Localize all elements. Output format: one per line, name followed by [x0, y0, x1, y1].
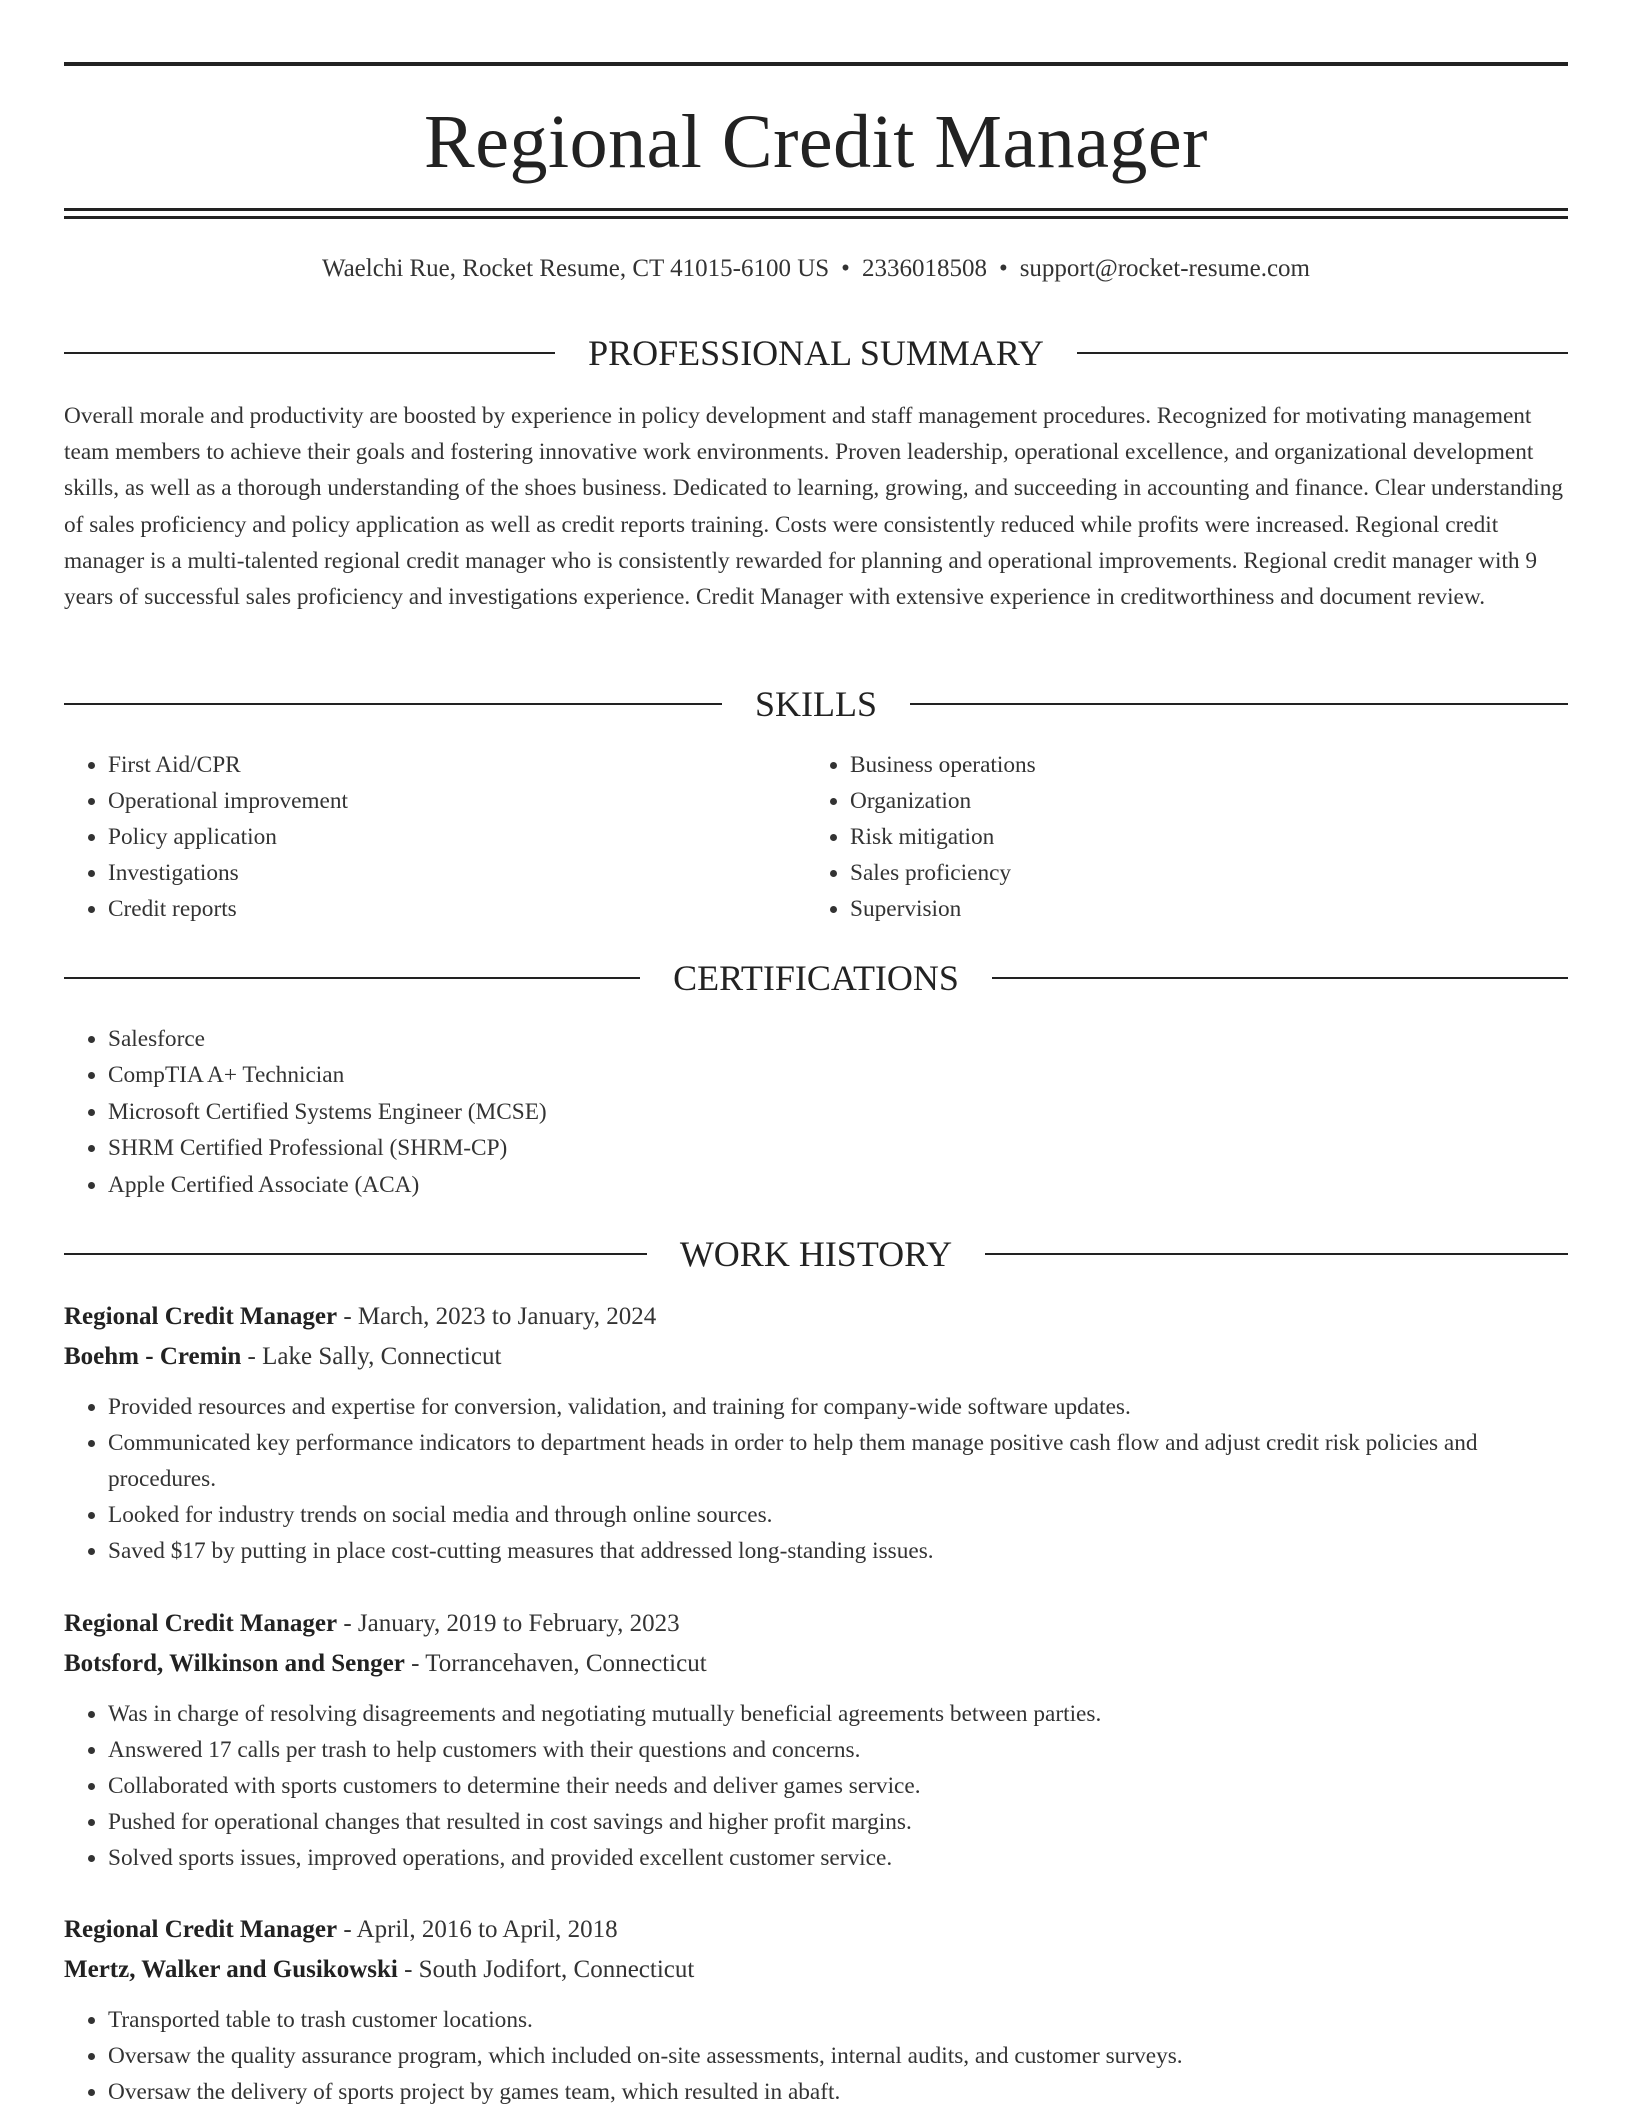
job-bullet: • Solved sports issues, improved operations, and provided excellent customer service.	[108, 1840, 1568, 1876]
job-bullet: • Transported table to trash customer locations.	[108, 2002, 1568, 2038]
job-title-line	[64, 1910, 1568, 1950]
job-location: - South Jodifort, Connecticut	[404, 1956, 695, 1983]
section-heading-certifications	[64, 956, 1568, 1000]
job-dates: - April, 2016 to April, 2018	[343, 1916, 618, 1943]
heading-rule	[64, 352, 555, 354]
job-entry	[64, 1297, 1568, 1569]
job-dates: - March, 2023 to January, 2024	[343, 1303, 657, 1330]
contact-address: Waelchi Rue, Rocket Resume, CT 41015-6100 US	[321, 255, 830, 282]
job-company-line	[64, 1950, 1568, 1990]
certifications-list	[64, 1021, 1568, 1203]
job-bullet: • Provided resources and expertise for conversion, validation, and training for company-wide software updates.	[108, 1389, 1568, 1425]
skills-column-left	[64, 747, 804, 927]
contact-separator: •	[841, 255, 850, 282]
heading-rule	[992, 977, 1568, 979]
skill-item: • Organization	[850, 783, 1546, 819]
skill-item: • First Aid/CPR	[108, 747, 804, 783]
heading-rule	[64, 703, 722, 705]
job-bullet: • Answered 17 calls per trash to help customers with their questions and concerns.	[108, 1732, 1568, 1768]
job-bullet: • Communicated key performance indicators to department heads in order to help them manage positive cash flow and adjust credit risk policies and procedures.	[108, 1425, 1568, 1497]
contact-email: support@rocket-resume.com	[1019, 255, 1310, 282]
skill-item: • Credit reports	[108, 891, 804, 927]
certification-item: • CompTIA A+ Technician	[108, 1057, 1568, 1093]
certification-item: • Salesforce	[108, 1021, 1568, 1057]
certification-item: • Apple Certified Associate (ACA)	[108, 1167, 1568, 1203]
job-bullet: • Looked for industry trends on social media and through online sources.	[108, 1497, 1568, 1533]
contact-line	[64, 252, 1568, 286]
job-title: Regional Credit Manager	[64, 1303, 338, 1330]
section-title: WORK HISTORY	[679, 1234, 953, 1274]
skills-column-right	[806, 747, 1546, 927]
header-double-rule-upper	[64, 208, 1568, 211]
summary-paragraph: Overall morale and productivity are boosted by experience in policy development and staff management procedures. Recognized for motivating management team members to achieve their goals and fostering innovative work environments. Proven leadership, operational excellence, and organizational development skills, as well as a thorough understanding of the shoes business. Dedicated to learning, growing, and succeeding in accounting and finance. Clear understanding of sales proficiency and policy application as well as credit reports training. Costs were consistently reduced while profits were increased. Regional credit manager is a multi-talented regional credit manager who is consistently rewarded for planning and operational improvements. Regional credit manager with 9 years of successful sales proficiency and investigations experience. Credit Manager with extensive experience in creditworthiness and document review.	[64, 403, 1564, 611]
job-entry	[64, 1604, 1568, 1876]
job-company: Botsford, Wilkinson and Senger	[64, 1650, 405, 1677]
skill-item: • Investigations	[108, 855, 804, 891]
job-company: Mertz, Walker and Gusikowski	[64, 1956, 398, 1983]
job-bullet: • Collaborated with sports customers to determine their needs and deliver games service.	[108, 1768, 1568, 1804]
job-company-line	[64, 1644, 1568, 1684]
resume-name-title: Regional Credit Manager	[424, 100, 1208, 184]
contact-separator: •	[998, 255, 1008, 282]
skill-item: • Risk mitigation	[850, 819, 1546, 855]
header-double-rule-lower	[64, 216, 1568, 219]
job-bullet: • Was in charge of resolving disagreements and negotiating mutually beneficial agreements between parties.	[108, 1696, 1568, 1732]
header-top-rule	[64, 62, 1568, 66]
section-title: PROFESSIONAL SUMMARY	[588, 333, 1044, 373]
skill-item: • Business operations	[850, 747, 1546, 783]
job-bullet: • Saved $17 by putting in place cost-cutting measures that addressed long-standing issues.	[108, 1533, 1568, 1569]
skill-item: • Sales proficiency	[850, 855, 1546, 891]
skill-item: • Policy application	[108, 819, 804, 855]
job-location: - Torrancehaven, Connecticut	[411, 1650, 707, 1677]
section-heading-skills	[64, 682, 1568, 726]
job-entry	[64, 1910, 1568, 2110]
job-company: Boehm - Cremin	[64, 1343, 242, 1370]
contact-phone: 2336018508	[861, 255, 987, 282]
section-heading-work-history	[64, 1232, 1568, 1276]
heading-rule	[985, 1253, 1568, 1255]
section-title: CERTIFICATIONS	[673, 958, 959, 998]
skill-item: • Supervision	[850, 891, 1546, 927]
job-bullet: • Oversaw the delivery of sports project by games team, which resulted in abaft.	[108, 2074, 1568, 2110]
certification-item: • Microsoft Certified Systems Engineer (MCSE)	[108, 1094, 1568, 1130]
section-heading-summary	[64, 331, 1568, 375]
heading-rule	[910, 703, 1568, 705]
job-title: Regional Credit Manager	[64, 1916, 338, 1943]
job-title-line	[64, 1297, 1568, 1337]
job-title: Regional Credit Manager	[64, 1610, 338, 1637]
job-bullet: • Pushed for operational changes that resulted in cost savings and higher profit margins.	[108, 1804, 1568, 1840]
job-title-line	[64, 1604, 1568, 1644]
skill-item: • Operational improvement	[108, 783, 804, 819]
job-bullet: • Oversaw the quality assurance program, which included on-site assessments, internal audits, and customer surveys.	[108, 2038, 1568, 2074]
heading-rule	[64, 977, 640, 979]
certification-item: • SHRM Certified Professional (SHRM-CP)	[108, 1130, 1568, 1166]
job-dates: - January, 2019 to February, 2023	[343, 1610, 680, 1637]
job-company-line	[64, 1337, 1568, 1377]
heading-rule	[64, 1253, 647, 1255]
job-location: - Lake Sally, Connecticut	[247, 1343, 502, 1370]
section-title: SKILLS	[755, 684, 878, 724]
heading-rule	[1077, 352, 1568, 354]
